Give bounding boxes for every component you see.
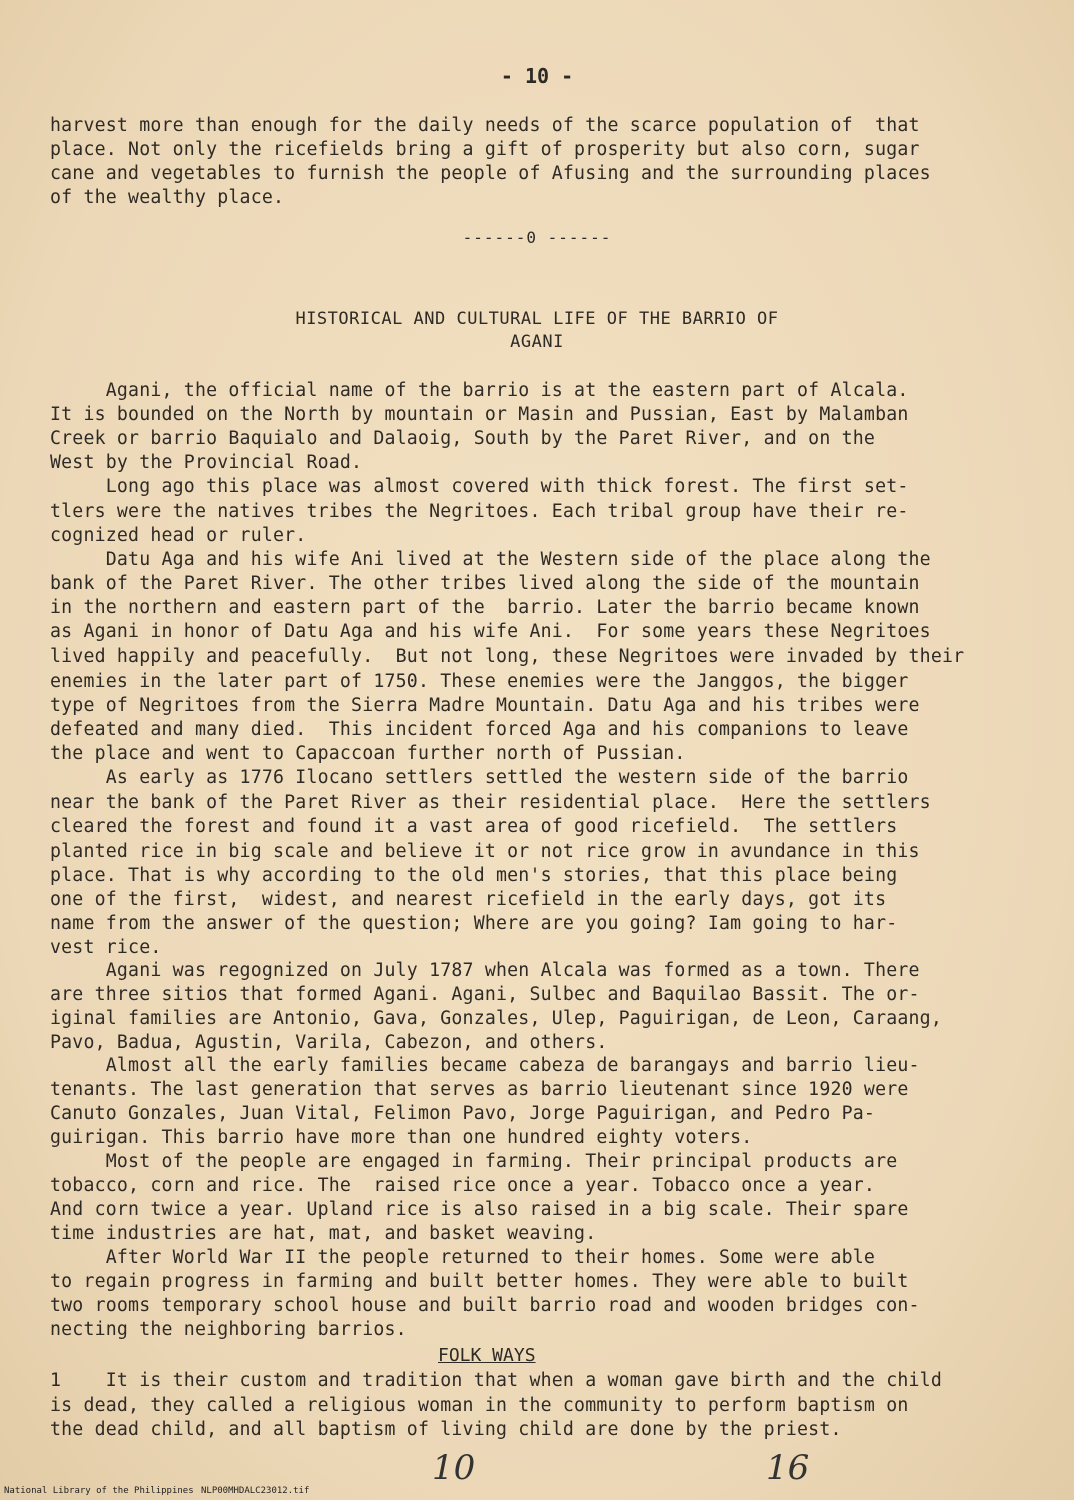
text-line: name from the answer of the question; Where are you going? Iam going to har- bbox=[50, 913, 898, 934]
text-line: guirigan. This barrio have more than one hundred eighty voters. bbox=[50, 1127, 753, 1148]
text-line: Agani, the official name of the barrio is at the eastern part of Alcala. bbox=[50, 380, 909, 401]
text-line: one of the first, widest, and nearest ricefield in the early days, got its bbox=[50, 889, 887, 910]
footer-file-name: NLP00MHDALC23012.tif bbox=[201, 1486, 310, 1496]
text-line: the place and went to Capaccoan further north of Pussian. bbox=[50, 743, 686, 764]
text-line: Agani was regognized on July 1787 when Alcala was formed as a town. There bbox=[50, 960, 920, 981]
text-line: enemies in the later part of 1750. These enemies were the Janggos, the bigger bbox=[50, 671, 909, 692]
text-line: the dead child, and all baptism of living child are done by the priest. bbox=[50, 1419, 842, 1440]
text-line: West by the Provincial Road. bbox=[50, 452, 363, 473]
section-separator: ------0 ------ bbox=[462, 228, 612, 247]
folk-ways-heading: FOLK WAYS bbox=[438, 1345, 536, 1366]
text-line: tenants. The last generation that serves as barrio lieutenant since 1920 were bbox=[50, 1079, 909, 1100]
text-line: tobacco, corn and rice. The raised rice once a year. Tobacco once a year. bbox=[50, 1175, 876, 1196]
text-line: iginal families are Antonio, Gava, Gonzales, Ulep, Paguirigan, de Leon, Caraang, bbox=[50, 1008, 942, 1029]
handwritten-page-number: 10 bbox=[432, 1448, 476, 1488]
text-line: Almost all the early families became cabeza de barangays and barrio lieu- bbox=[50, 1055, 920, 1076]
text-line: to regain progress in farming and built better homes. They were able to built bbox=[50, 1271, 909, 1292]
text-line: bank of the Paret River. The other tribes lived along the side of the mountain bbox=[50, 573, 920, 594]
text-line: tlers were the natives tribes the Negritoes. Each tribal group have their re- bbox=[50, 501, 909, 522]
text-line: cognized head or ruler. bbox=[50, 525, 307, 546]
text-line: Datu Aga and his wife Ani lived at the Western side of the place along the bbox=[50, 549, 931, 570]
text-line: defeated and many died. This incident forced Aga and his companions to leave bbox=[50, 719, 909, 740]
handwritten-sheet-number: 16 bbox=[766, 1448, 810, 1488]
text-line: is dead, they called a religious woman in the community to perform baptism on bbox=[50, 1395, 909, 1416]
text-line: place. Not only the ricefields bring a gift of prosperity but also corn, sugar bbox=[50, 139, 920, 160]
text-line: of the wealthy place. bbox=[50, 187, 285, 208]
text-line: cane and vegetables to furnish the people of Afusing and the surrounding places bbox=[50, 163, 931, 184]
text-line: planted rice in big scale and believe it or not rice grow in avundance in this bbox=[50, 841, 920, 862]
text-line: As early as 1776 Ilocano settlers settled the western side of the barrio bbox=[50, 767, 909, 788]
text-line: as Agani in honor of Datu Aga and his wife Ani. For some years these Negritoes bbox=[50, 621, 931, 642]
text-line: type of Negritoes from the Sierra Madre Mountain. Datu Aga and his tribes were bbox=[50, 695, 920, 716]
text-line: necting the neighboring barrios. bbox=[50, 1319, 407, 1340]
section-heading-line2: AGANI bbox=[510, 332, 564, 352]
text-line: And corn twice a year. Upland rice is also raised in a big scale. Their spare bbox=[50, 1199, 909, 1220]
text-line: 1 It is their custom and tradition that when a woman gave birth and the child bbox=[50, 1370, 942, 1391]
section-heading-line1: HISTORICAL AND CULTURAL LIFE OF THE BARRIO OF bbox=[295, 309, 779, 329]
text-line: It is bounded on the North by mountain or Masin and Pussian, East by Malamban bbox=[50, 404, 909, 425]
text-line: near the bank of the Paret River as their residential place. Here the settlers bbox=[50, 792, 931, 813]
text-line: place. That is why according to the old men's stories, that this place being bbox=[50, 865, 898, 886]
text-line: in the northern and eastern part of the barrio. Later the barrio became known bbox=[50, 597, 920, 618]
text-line: time industries are hat, mat, and basket weaving. bbox=[50, 1223, 597, 1244]
text-line: two rooms temporary school house and built barrio road and wooden bridges con- bbox=[50, 1295, 920, 1316]
footer-library-credit: National Library of the Philippines bbox=[4, 1486, 194, 1496]
text-line: vest rice. bbox=[50, 937, 162, 958]
text-line: cleared the forest and found it a vast area of good ricefield. The settlers bbox=[50, 816, 898, 837]
text-line: Canuto Gonzales, Juan Vital, Felimon Pavo, Jorge Paguirigan, and Pedro Pa- bbox=[50, 1103, 876, 1124]
page-number: - 10 - bbox=[500, 64, 574, 88]
text-line: Long ago this place was almost covered with thick forest. The first set- bbox=[50, 476, 909, 497]
text-line: After World War II the people returned to their homes. Some were able bbox=[50, 1247, 876, 1268]
text-line: Pavo, Badua, Agustin, Varila, Cabezon, and others. bbox=[50, 1032, 608, 1053]
text-line: lived happily and peacefully. But not long, these Negritoes were invaded by their bbox=[50, 646, 965, 667]
text-line: are three sitios that formed Agani. Agani, Sulbec and Baquilao Bassit. The or- bbox=[50, 984, 920, 1005]
text-line: Creek or barrio Baquialo and Dalaoig, South by the Paret River, and on the bbox=[50, 428, 876, 449]
text-line: Most of the people are engaged in farming. Their principal products are bbox=[50, 1151, 898, 1172]
text-line: harvest more than enough for the daily needs of the scarce population of that bbox=[50, 115, 920, 136]
